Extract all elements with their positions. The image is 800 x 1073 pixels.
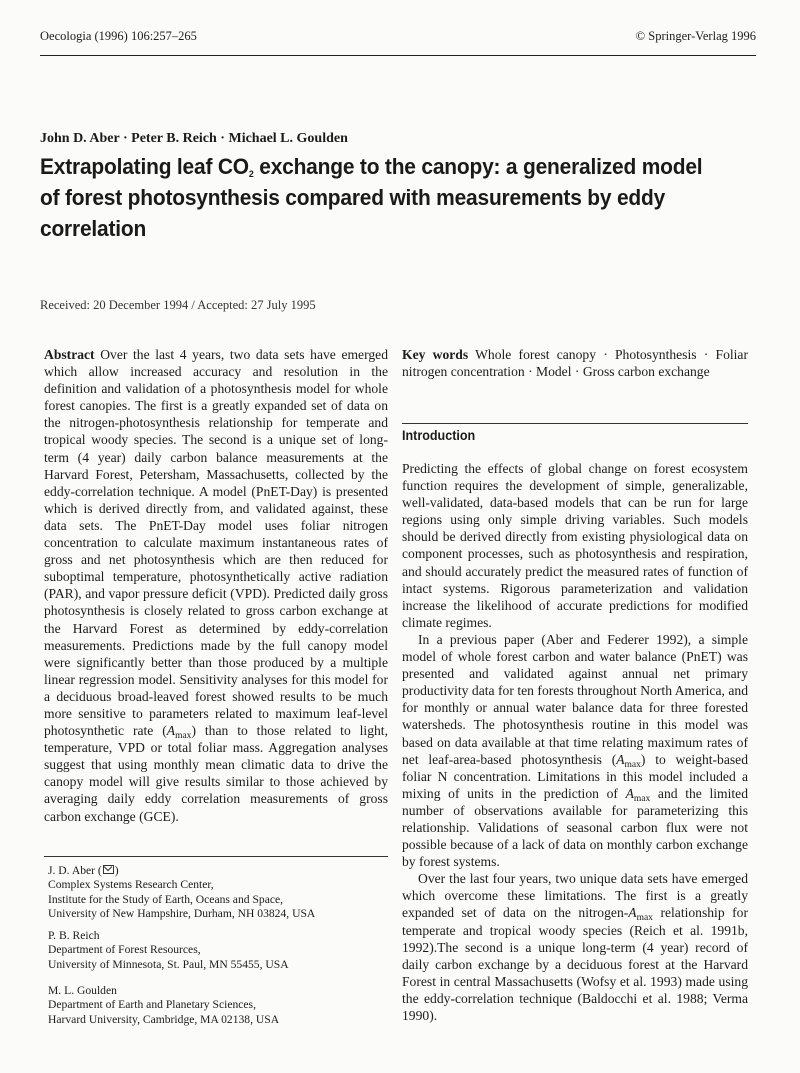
- journal-citation: Oecologia (1996) 106:257–265: [40, 29, 197, 43]
- copyright-notice: © Springer-Verlag 1996: [635, 29, 756, 43]
- envelope-icon: [103, 865, 114, 874]
- abstract-section: [44, 346, 388, 825]
- abstract-label: Abstract: [44, 347, 95, 362]
- amax-subscript: max: [175, 731, 192, 742]
- title-part-1: Extrapolating leaf CO: [40, 154, 249, 179]
- abstract-text-2: ) than to those related to light, temperature, VPD or total foliar mass. Aggregation analyses suggest that using monthly mean climatic data to drive the canopy model will give results similar to those achieved by averaging daily eddy correlation measurements of gross carbon exchange (GCE).: [44, 723, 388, 824]
- affiliation-name: P. B. Reich: [48, 929, 100, 942]
- amax-subscript: max: [636, 913, 653, 924]
- paper-title: [40, 151, 710, 244]
- affiliation-line: University of New Hampshire, Durham, NH 03824, USA: [48, 906, 316, 920]
- affiliation-line: Department of Forest Resources,: [48, 943, 201, 957]
- affiliation-reich: [48, 929, 388, 972]
- affiliation-aber: [48, 864, 388, 921]
- amax-subscript: max: [633, 793, 651, 804]
- affiliation-name: J. D. Aber ( ): [48, 864, 119, 877]
- abstract-text-1: Over the last 4 years, two data sets have emerged which allow increased accuracy and resolution in the definition and validation of a photosynthesis model for whole forest canopies. The first is a greatly expanded set of data on the nitrogen-photosynthesis relationship for temperate and tropical woody species. The second is a unique set of long-term (4 year) daily carbon balance measurements at the Harvard Forest, Petersham, Massachusetts, collected by the eddy-correlation technique. A model (PnET-Day) is presented which is derived directly from, and validated against, these data sets. The PnET-Day model uses foliar nitrogen concentration to calculate maximum instantaneous rates of gross and net photosynthesis which are then reduced for suboptimal temperature, photosynthetically active radiation (PAR), and vapor pressure deficit (VPD). Predicted daily gross photosynthesis is closely related to gross carbon exchange at the Harvard Forest as determined by eddy-correlation measurements. Predictions made by the full canopy model were significantly better than those produced by a multiple linear regression model. Sensitivity analyses for this model for a deciduous broad-leaved forest showed results to be much more sensitive to parameters related to maximum leaf-level photosynthetic rate (: [44, 347, 388, 739]
- title-subscript: 2: [248, 169, 254, 180]
- introduction-divider: [402, 423, 748, 424]
- affiliation-line: Department of Earth and Planetary Sciences,: [48, 998, 256, 1012]
- author-list: John D. Aber · Peter B. Reich · Michael L. Goulden: [40, 131, 348, 146]
- received-accepted-dates: Received: 20 December 1994 / Accepted: 27 July 1995: [40, 298, 316, 312]
- affiliation-line: University of Minnesota, St. Paul, MN 55455, USA: [48, 957, 289, 971]
- introduction-paragraph-1: Predicting the effects of global change on forest ecosystem function requires the development of simple, generalizable, well-validated, data-based models that can be run for large regions using only simple driving variables. Such models should be derived directly from existing physiological data on component processes, such as photosynthesis and respiration, and should accurately predict the measured rates of function of intact systems. Rigorous parameterization and validation increase the likelihood of accurate predictions for modified climate regimes.: [402, 461, 748, 630]
- amax-symbol: A: [628, 905, 637, 921]
- amax-symbol: A: [616, 751, 625, 767]
- abstract-paragraph: [44, 346, 388, 825]
- title-part-2: exchange to the canopy: a generalized model of forest photosynthesis compared with measurements by eddy correlation: [40, 154, 703, 241]
- affiliation-goulden: [48, 984, 388, 1027]
- introduction-paragraph-2: In a previous paper (Aber and Federer 1992), a simple model of whole forest carbon and water balance (PnET) was presented and validated against annual net primary productivity data for ten forests throughout North America, and for monthly or annual water balance data for three forested watersheds. The photosynthesis routine in this model was based on data available at that time relating maximum rates of net leaf-area-based photosynthesis $(A_{max})$ to weight-based foliar N concentration. Limitations in this model included a mixing of units in the prediction of $A_{max}$ and the limited number of observations available for parameterizing this relationship. Validations of seasonal carbon flux were not possible because of a lack of data on monthly carbon exchange by forest systems.: [402, 631, 748, 870]
- keywords-text: Whole forest canopy · Photosynthesis · Foliar nitrogen concentration · Model · Gross carbon exchange: [402, 347, 748, 380]
- affiliation-divider: [44, 856, 388, 857]
- keywords-label: Key words: [402, 347, 469, 362]
- affiliation-name: M. L. Goulden: [48, 984, 117, 997]
- introduction-paragraph-3: Over the last four years, two unique data sets have emerged which overcome these limitations. The first is a greatly expanded set of data on the nitrogen-$A_{max}$ relationship for temperate and tropical woody species (Reich et al. 1991b, 1992).The second is a unique long-term (4 year) record of daily carbon exchange by a deciduous forest at the Harvard Forest in central Massachusetts (Wofsy et al. 1993) made using the eddy-correlation technique (Baldocchi et al. 1988; Verma 1990).: [402, 871, 748, 1023]
- amax-subscript: max: [624, 759, 641, 770]
- header-divider: [40, 55, 756, 56]
- introduction-heading: Introduction: [402, 428, 476, 443]
- keywords-section: [402, 346, 748, 380]
- affiliation-line: Harvard University, Cambridge, MA 02138, USA: [48, 1012, 280, 1026]
- amax-symbol: A: [166, 723, 176, 739]
- amax-symbol: A: [625, 785, 634, 801]
- introduction-section: [402, 460, 748, 1024]
- affiliation-line: Institute for the Study of Earth, Oceans and Space,: [48, 892, 284, 906]
- affiliation-line: Complex Systems Research Center,: [48, 878, 214, 892]
